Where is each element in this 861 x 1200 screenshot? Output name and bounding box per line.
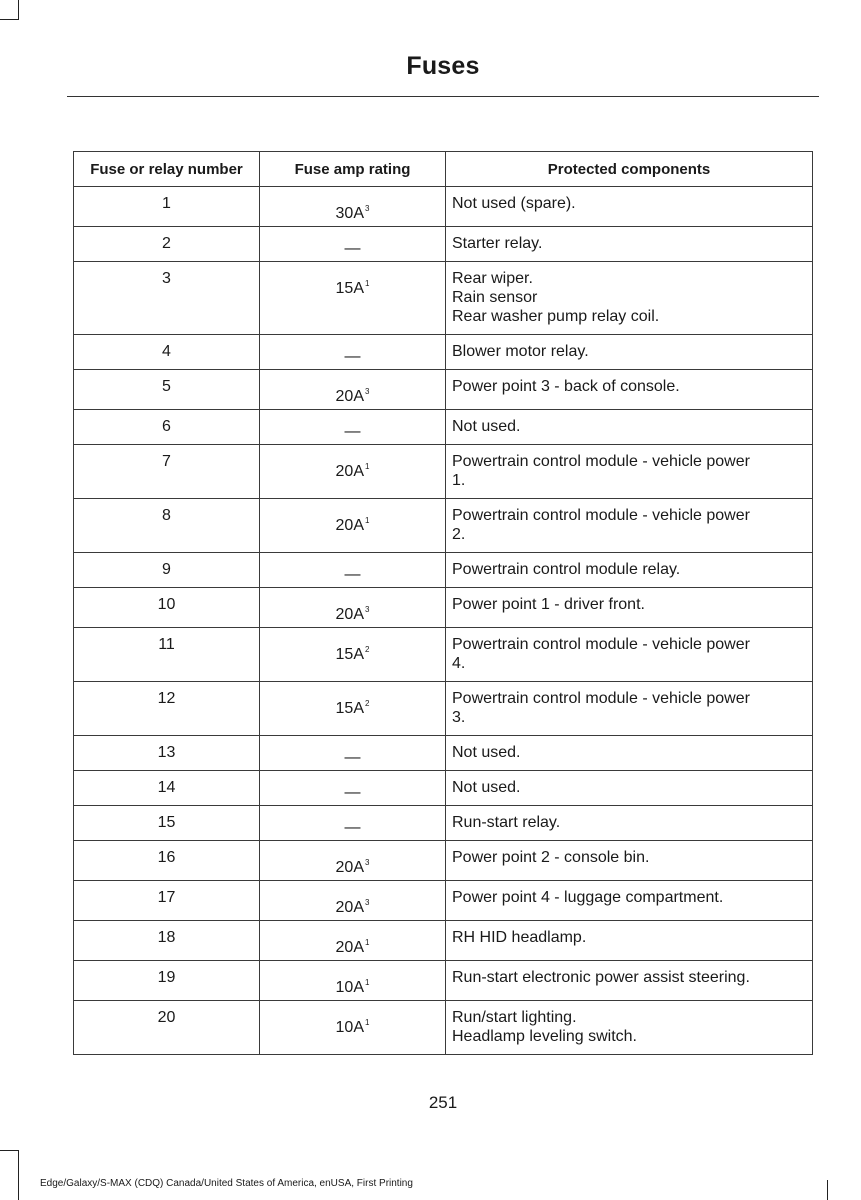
protected-components-cell [446,553,813,588]
component-line: RH HID headlamp. [452,929,587,946]
amp-rating-cell [260,682,446,736]
table-row [74,1001,813,1055]
fuse-number-cell: 18 [74,921,260,961]
footnote-marker: 2 [365,645,370,654]
fuse-number-cell: 10 [74,588,260,628]
table-row [74,841,813,881]
table-row [74,553,813,588]
component-line: Powertrain control module - vehicle power [452,636,750,653]
footnote-marker: 3 [365,858,370,867]
amp-rating-cell [260,410,446,445]
component-line: Starter relay. [452,235,543,252]
amp-rating-cell [260,881,446,921]
component-line: Blower motor relay. [452,343,589,360]
amp-rating-value [336,205,370,222]
footnote-marker: 1 [365,1018,370,1027]
amp-rating-cell [260,553,446,588]
amp-rating-text: 15A [335,280,364,297]
protected-components-cell [446,335,813,370]
table-row [74,445,813,499]
footnote-marker: 1 [365,938,370,947]
amp-rating-text: 15A [335,700,364,717]
fuse-number-cell: 20 [74,1001,260,1055]
component-line: Run-start relay. [452,814,561,831]
amp-rating-value [345,784,361,801]
component-line: Run-start electronic power assist steering. [452,969,750,986]
amp-rating-value [345,819,361,836]
amp-rating-cell [260,227,446,262]
amp-rating-cell [260,628,446,682]
protected-components-cell [446,682,813,736]
table-row [74,262,813,335]
fuse-number-cell: 5 [74,370,260,410]
amp-rating-cell [260,445,446,499]
fuse-table [73,151,813,1055]
footer-text: Edge/Galaxy/S-MAX (CDQ) Canada/United States of America, enUSA, First Printing [40,1178,413,1189]
amp-rating-cell [260,370,446,410]
fuse-number-cell: 17 [74,881,260,921]
component-line: Power point 4 - luggage compartment. [452,889,724,906]
footnote-marker: 2 [365,699,370,708]
component-line: Rain sensor [452,289,538,306]
amp-rating-value [336,388,370,405]
crop-mark [827,1180,828,1200]
crop-mark [18,0,19,20]
amp-rating-cell [260,499,446,553]
fuse-number-cell: 6 [74,410,260,445]
crop-mark [18,1150,19,1200]
fuse-number-cell: 14 [74,771,260,806]
amp-rating-cell [260,736,446,771]
component-line: 1. [452,472,466,489]
fuse-number-cell: 3 [74,262,260,335]
amp-rating-text: 20A [335,388,364,405]
protected-components-cell [446,736,813,771]
amp-rating-text: — [344,348,361,365]
protected-components-cell [446,628,813,682]
protected-components-cell [446,227,813,262]
footnote-marker: 3 [365,898,370,907]
protected-components-cell [446,921,813,961]
amp-rating-value [345,749,361,766]
component-line: 2. [452,526,466,543]
footnote-marker: 3 [365,204,370,213]
amp-rating-text: 20A [335,606,364,623]
amp-rating-value [336,899,370,916]
amp-rating-text: 30A [335,205,364,222]
column-header-number: Fuse or relay number [74,152,260,187]
table-row [74,921,813,961]
fuse-number-cell: 8 [74,499,260,553]
amp-rating-value [336,463,370,480]
table-row [74,187,813,227]
crop-mark [0,1150,19,1151]
table-row [74,628,813,682]
amp-rating-cell [260,771,446,806]
protected-components-cell [446,961,813,1001]
footnote-marker: 3 [365,387,370,396]
table-header-row [74,152,813,187]
component-line: Powertrain control module relay. [452,561,681,578]
amp-rating-value [336,979,370,996]
component-line: Not used. [452,418,521,435]
component-line: Powertrain control module - vehicle power [452,507,750,524]
table-row [74,881,813,921]
footnote-marker: 1 [365,462,370,471]
amp-rating-value [336,939,370,956]
component-line: Not used. [452,744,521,761]
amp-rating-cell [260,262,446,335]
crop-mark [0,19,19,20]
amp-rating-value [345,240,361,257]
page-number: 251 [428,1093,458,1112]
fuse-number-cell: 7 [74,445,260,499]
amp-rating-cell [260,921,446,961]
amp-rating-text: 20A [335,463,364,480]
protected-components-cell [446,187,813,227]
fuse-number-cell: 2 [74,227,260,262]
component-line: 3. [452,709,466,726]
amp-rating-value [336,517,370,534]
amp-rating-value [336,859,370,876]
fuse-number-cell: 4 [74,335,260,370]
amp-rating-text: 20A [335,517,364,534]
protected-components-cell [446,445,813,499]
footnote-marker: 3 [365,605,370,614]
fuse-number-cell: 12 [74,682,260,736]
amp-rating-text: 10A [335,1019,364,1036]
column-header-components: Protected components [446,152,813,187]
protected-components-cell [446,881,813,921]
protected-components-cell [446,370,813,410]
amp-rating-cell [260,187,446,227]
amp-rating-text: 20A [335,939,364,956]
table-row [74,682,813,736]
amp-rating-value [336,280,370,297]
amp-rating-text: 10A [335,979,364,996]
amp-rating-value [336,1019,370,1036]
component-line: Rear wiper. [452,270,533,287]
amp-rating-cell [260,961,446,1001]
protected-components-cell [446,806,813,841]
amp-rating-text: — [344,566,361,583]
amp-rating-cell [260,335,446,370]
fuse-number-cell: 1 [74,187,260,227]
amp-rating-text: 15A [335,646,364,663]
table-row [74,771,813,806]
table-row [74,806,813,841]
table-row [74,736,813,771]
fuse-table-body [74,187,813,1055]
page-title: Fuses [406,52,480,80]
protected-components-cell [446,1001,813,1055]
table-row [74,227,813,262]
protected-components-cell [446,499,813,553]
protected-components-cell [446,841,813,881]
component-line: Power point 1 - driver front. [452,596,645,613]
fuse-number-cell: 16 [74,841,260,881]
amp-rating-cell [260,1001,446,1055]
amp-rating-text: — [344,784,361,801]
amp-rating-value [336,606,370,623]
component-line: 4. [452,655,466,672]
fuse-number-cell: 19 [74,961,260,1001]
amp-rating-cell [260,841,446,881]
table-row [74,588,813,628]
amp-rating-value [345,423,361,440]
amp-rating-text: 20A [335,899,364,916]
table-row [74,335,813,370]
component-line: Powertrain control module - vehicle power [452,690,750,707]
column-header-amp: Fuse amp rating [260,152,446,187]
table-row [74,499,813,553]
amp-rating-cell [260,806,446,841]
protected-components-cell [446,262,813,335]
component-line: Run/start lighting. [452,1009,577,1026]
component-line: Headlamp leveling switch. [452,1028,637,1045]
component-line: Not used. [452,779,521,796]
protected-components-cell [446,410,813,445]
footnote-marker: 1 [365,978,370,987]
component-line: Power point 3 - back of console. [452,378,680,395]
amp-rating-cell [260,588,446,628]
amp-rating-text: — [344,819,361,836]
footnote-marker: 1 [365,516,370,525]
footnote-marker: 1 [365,279,370,288]
amp-rating-value [345,348,361,365]
amp-rating-value [336,646,370,663]
amp-rating-value [345,566,361,583]
protected-components-cell [446,771,813,806]
amp-rating-text: — [344,749,361,766]
amp-rating-value [336,700,370,717]
protected-components-cell [446,588,813,628]
table-row [74,410,813,445]
fuse-number-cell: 13 [74,736,260,771]
component-line: Rear washer pump relay coil. [452,308,660,325]
table-row [74,370,813,410]
fuse-number-cell: 9 [74,553,260,588]
amp-rating-text: 20A [335,859,364,876]
title-divider [67,96,819,97]
component-line: Powertrain control module - vehicle power [452,453,750,470]
fuse-number-cell: 11 [74,628,260,682]
component-line: Not used (spare). [452,195,576,212]
component-line: Power point 2 - console bin. [452,849,650,866]
amp-rating-text: — [344,423,361,440]
fuse-number-cell: 15 [74,806,260,841]
amp-rating-text: — [344,240,361,257]
table-row [74,961,813,1001]
